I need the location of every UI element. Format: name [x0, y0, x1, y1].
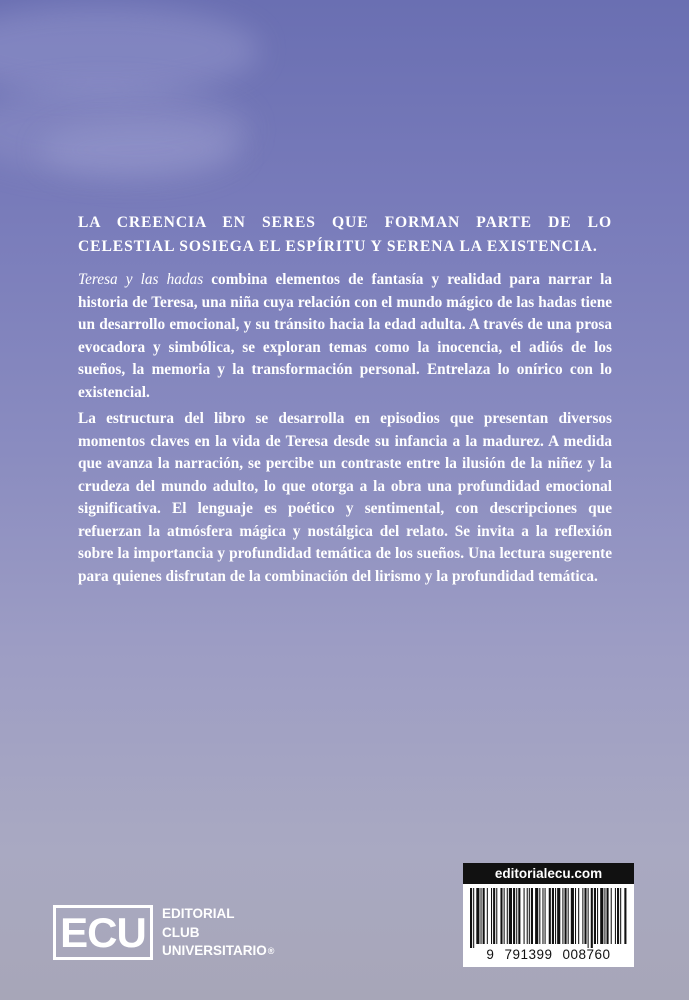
barcode-bar [491, 888, 492, 944]
barcode-bar [571, 888, 574, 944]
barcode-bar [600, 888, 603, 944]
tagline-text: LA CREENCIA EN SERES QUE FORMAN PARTE DE LO CELESTIAL SOSIEGA EL ESPÍRITU Y SERENA LA EXISTENCIA. [78, 214, 612, 255]
publisher-name-line-1: EDITORIAL [162, 906, 235, 921]
barcode-bar [615, 888, 616, 944]
barcode-bar [624, 888, 626, 944]
publisher-website: editorialecu.com [463, 863, 634, 884]
barcode-bar [496, 888, 497, 944]
barcode-bar [535, 888, 538, 944]
barcode-bar [513, 888, 515, 944]
paragraph-1-text: combina elementos de fantasía y realidad para narrar la historia de Teresa, una niña cuya relación con el mundo mágico de las hadas tiene un desarrollo emocional, y su tránsito hacia la edad adulta. A través de una prosa evocadora y simbólica, se exploran temas como la inocencia, el adiós de los sueños, la memoria y la transformación personal. Entrelaza lo onírico con lo existencial. [78, 271, 612, 401]
barcode-bar [500, 888, 502, 944]
barcode-bar [476, 888, 479, 944]
barcode-bar [545, 888, 546, 944]
isbn-barcode [463, 884, 634, 967]
barcode-bar [509, 888, 512, 944]
barcode-bar [584, 888, 586, 944]
barcode-bar [504, 888, 505, 944]
publisher-name [162, 905, 274, 961]
barcode-bar [493, 888, 495, 944]
barcode-bar [542, 888, 543, 944]
barcode-bar [604, 888, 605, 944]
barcode-bar [549, 888, 551, 944]
paragraph-2-text: La estructura del libro se desarrolla en episodios que presentan diversos momentos claves en la vida de Teresa desde su infancia a la madurez. A medida que avanza la narración, se percibe un contraste entre la ilusión de la niñez y la crudeza del mundo adulto, lo que otorga a la obra una profundidad emocional significativa. El lenguaje es poético y sentimental, con descripciones que refuerzan la atmósfera mágica y nostálgica del relato. Se invita a la reflexión sobre la importancia y profundidad temática de los sueños. Una lectura sugerente para quienes disfrutan de la combinación del lirismo y la profundidad temática. [78, 410, 612, 585]
barcode-digits-group-2: 791399 [504, 947, 553, 962]
publisher-name-line-3: UNIVERSITARIO® [162, 943, 275, 958]
barcode-bar [473, 888, 474, 948]
barcode-bar [557, 888, 560, 944]
synopsis-paragraph-2 [78, 408, 612, 588]
cloud-decoration [40, 120, 240, 180]
barcode-bar [555, 888, 556, 944]
barcode-bar [470, 888, 472, 948]
publisher-logo [53, 905, 293, 965]
barcode-digits-group-1: 9 [486, 947, 495, 962]
barcode-bar [507, 888, 508, 944]
barcode-bar [487, 888, 488, 944]
barcode-bar [516, 888, 517, 944]
barcode-bar [481, 888, 482, 944]
barcode-bar [620, 888, 621, 944]
barcode-bar [588, 888, 589, 948]
barcode-bar [552, 888, 554, 944]
barcode-bar [562, 888, 563, 944]
barcode-bar [518, 888, 520, 944]
barcode-bar [531, 888, 533, 944]
barcode-bar [483, 888, 485, 944]
logo-letters: ECU [60, 909, 146, 956]
barcode-bar [607, 888, 609, 944]
barcode-bar [527, 888, 528, 944]
barcode-bar [594, 888, 596, 944]
barcode-bar [568, 888, 569, 944]
publisher-name-line-2: CLUB [162, 924, 200, 940]
barcode-bar [529, 888, 530, 944]
barcode-bar [617, 888, 619, 944]
cloud-decoration [0, 5, 260, 95]
barcode-bar [575, 888, 576, 944]
barcode-digits [463, 947, 634, 965]
barcode-bar [597, 888, 598, 944]
tagline [78, 211, 612, 259]
barcode-bar [524, 888, 525, 944]
synopsis-paragraph-1 [78, 269, 612, 404]
barcode-bars [470, 888, 627, 948]
barcode-digits-group-3: 008760 [562, 947, 611, 962]
barcode-bar [565, 888, 567, 944]
barcode-bar [591, 888, 593, 948]
barcode-bar [578, 888, 579, 944]
barcode-bar [611, 888, 612, 944]
registered-mark: ® [267, 946, 275, 956]
barcode-bar [539, 888, 540, 944]
barcode-bar [582, 888, 583, 944]
book-title-italic: Teresa y las hadas [78, 271, 204, 288]
